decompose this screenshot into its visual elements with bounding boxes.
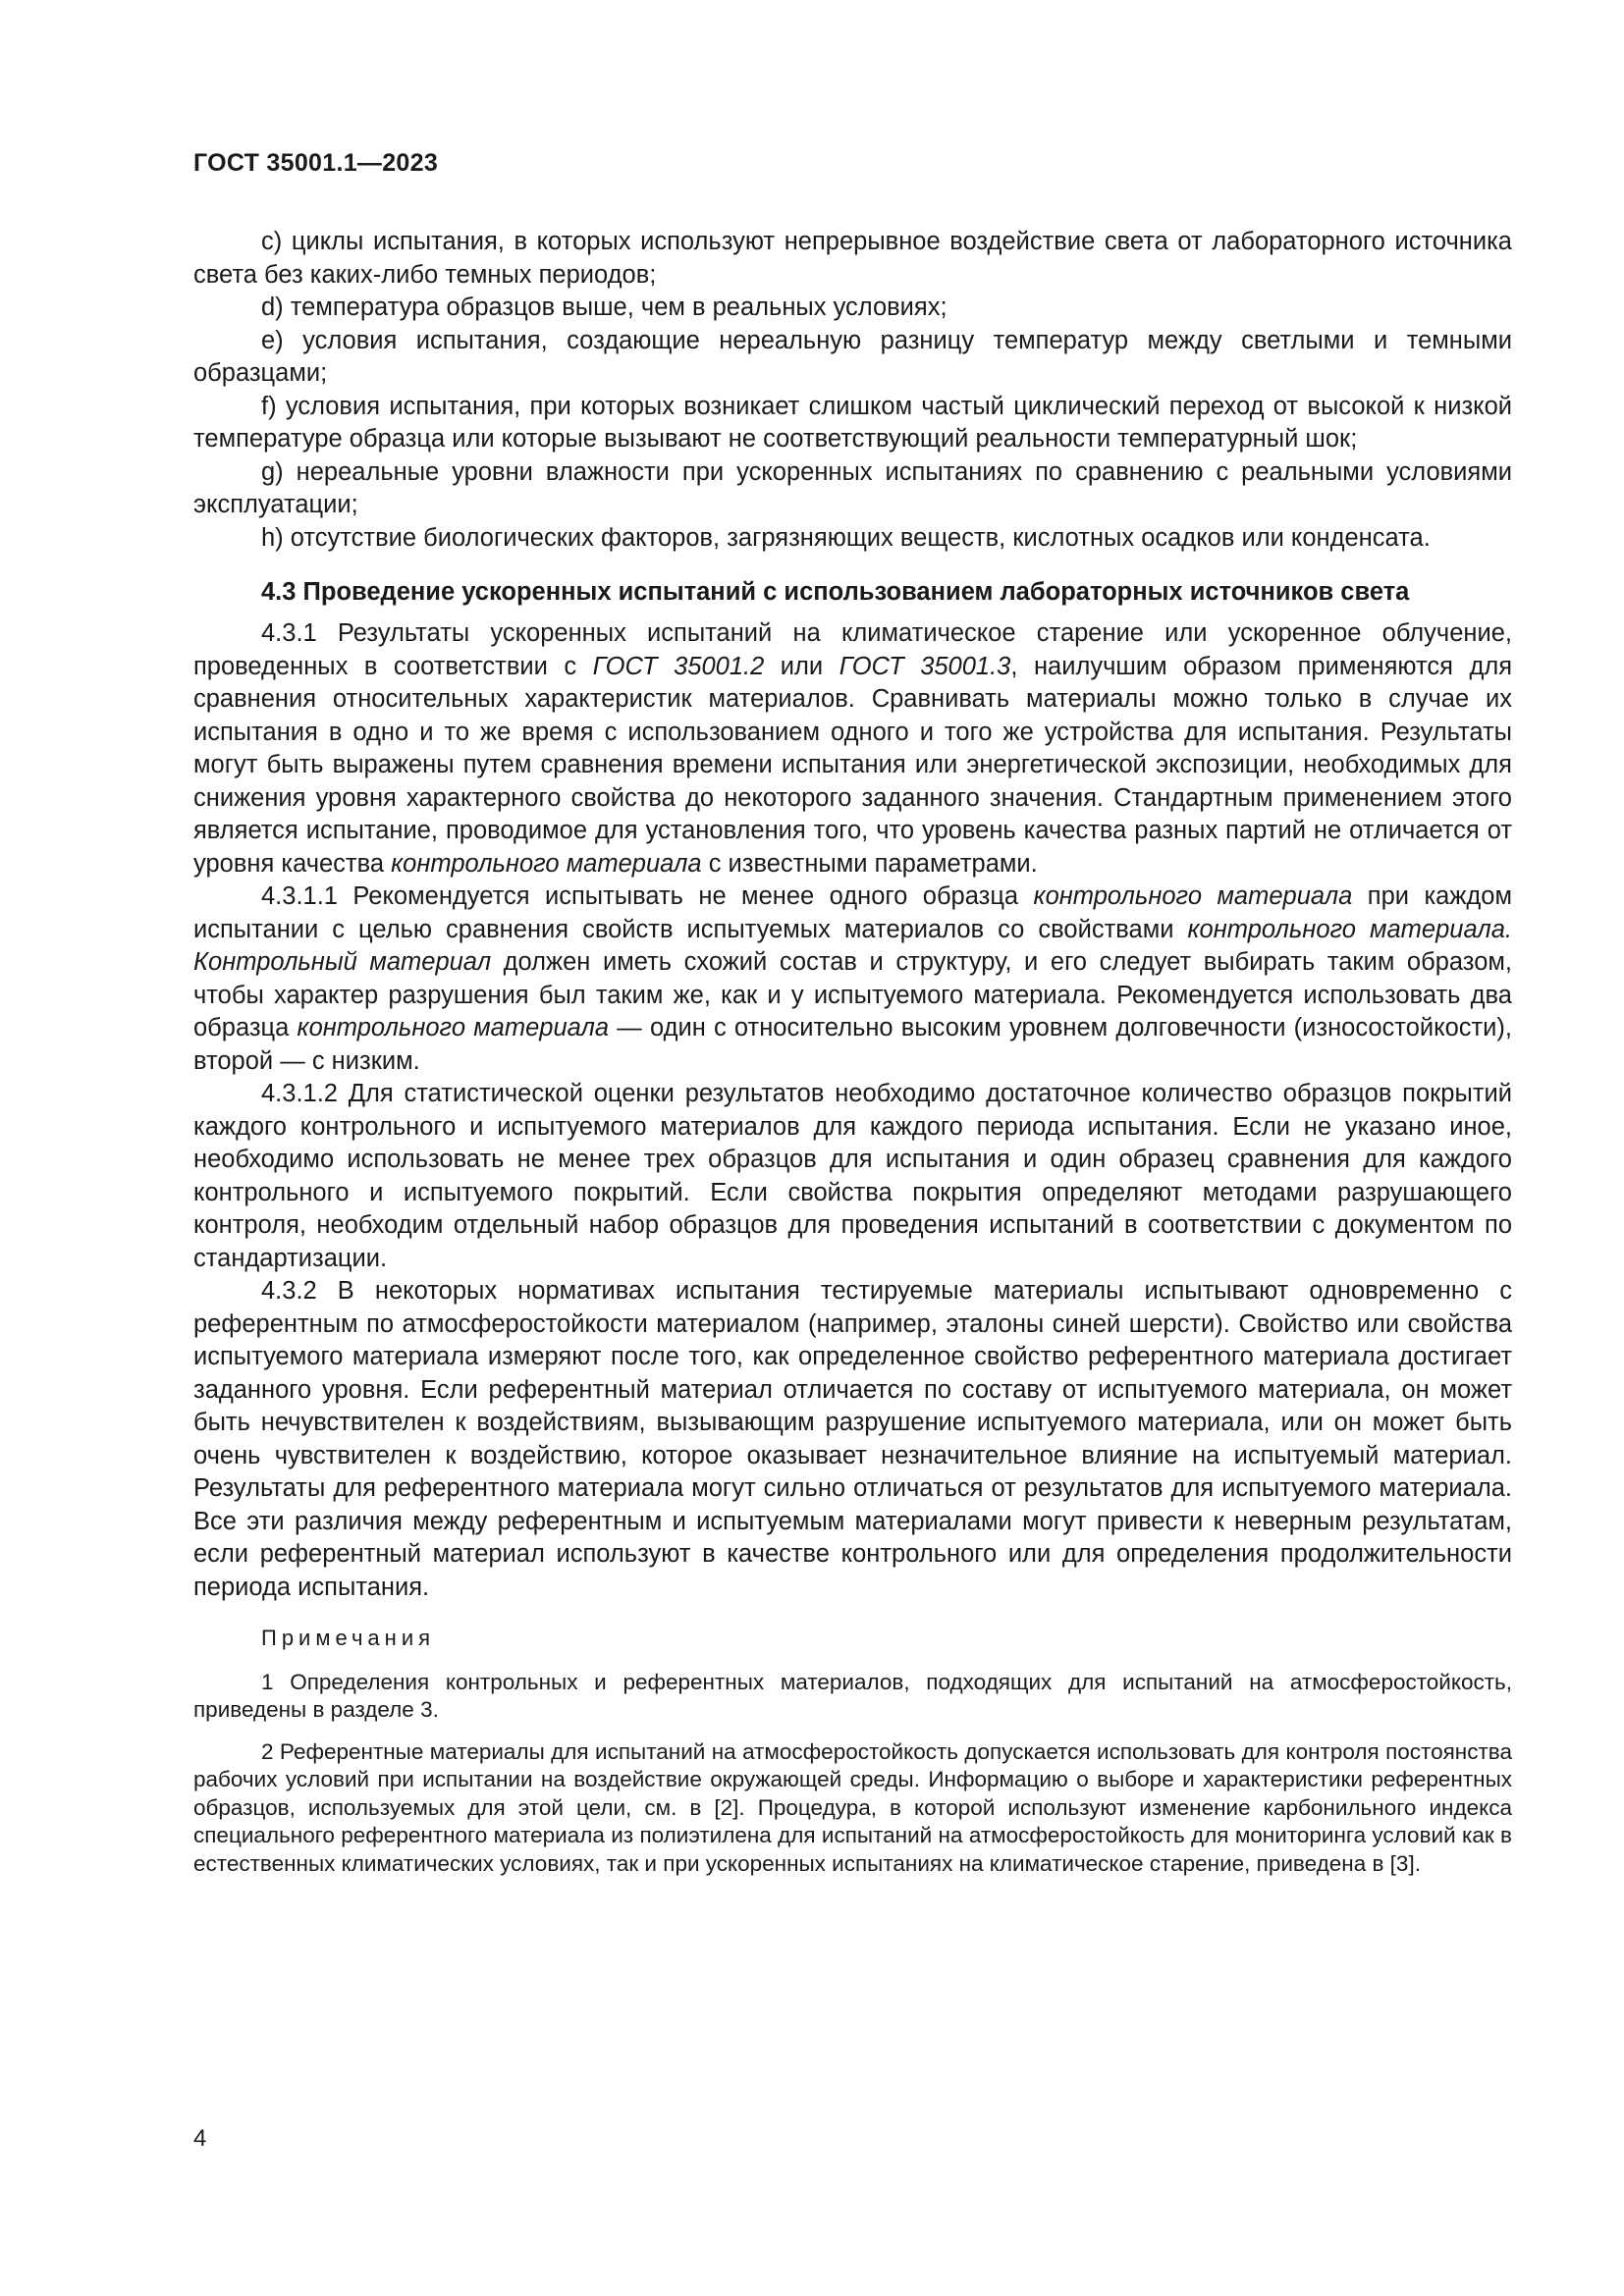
paragraph-4-3-1-2: 4.3.1.2 Для статистической оценки результатов необходимо достаточное количество образцов покрытий каждого контрольного и испытуемого материалов для каждого периода испытания. Если не указано иное, необходимо использовать не менее трех образцов для испытания и один образец сравнения для каждого контрольного и испытуемого покрытий. Если свойства покрытия определяют методами разрушающего контроля, необходим отдельный набор образцов для проведения испытаний в соответствии с документом по стандартизации. <box>193 1080 1512 1272</box>
page-number: 4 <box>193 2125 207 2152</box>
notes-title: Примечания <box>261 1626 436 1650</box>
list-item-e: e) условия испытания, создающие нереальную разницу температур между светлыми и темными образцами; <box>193 326 1512 387</box>
standard-reference: ГОСТ 35001.3 <box>839 652 1011 680</box>
document-body <box>193 226 1512 1878</box>
paragraph-text: при каждом испытании с целью сравнения свойств испытуемых материалов со свойствами <box>193 882 1512 943</box>
paragraph-text: — один с относительно высоким уровнем долговечности (износостойкости), второй — с низким. <box>193 1014 1512 1075</box>
standard-reference: ГОСТ 35001.2 <box>592 652 765 680</box>
italic-term: контрольного материала <box>1033 882 1353 910</box>
list-item-f: f) условия испытания, при которых возникает слишком частый циклический переход от высокой к низкой температуре образца или которые вызывают не соответствующий реальности температурный шок; <box>193 392 1512 453</box>
paragraph-text: , наилучшим образом применяются для сравнения относительных характеристик материалов. Сравнивать материалы можно только в случае их испытания в одно и то же время с использованием одного и того же устройства для испытания. Результаты могут быть выражены путем сравнения времени испытания или энергетической экспозиции, необходимых для снижения уровня характерного свойства до некоторого заданного значения. Стандартным применением этого является испытание, проводимое для установления того, что уровень качества разных партий не отличается от уровня качества <box>193 652 1513 878</box>
list-item-c: c) циклы испытания, в которых используют непрерывное воздействие света от лабораторного источника света без каких-либо темных периодов; <box>193 228 1512 289</box>
document-code-header: ГОСТ 35001.1—2023 <box>193 149 439 177</box>
italic-term: контрольного материала <box>297 1014 610 1041</box>
paragraph-text: должен иметь схожий состав и структуру, и его следует выбирать таким образом, чтобы характер разрушения был таким же, как и у испытуемого материала. Рекомендуется использовать два образца <box>193 948 1512 1041</box>
paragraph-4-3-1 <box>193 617 1512 881</box>
italic-term: контрольного материала. Контрольный материал <box>193 915 1512 976</box>
paragraph-4-3-2: 4.3.2 В некоторых нормативах испытания тестируемые материалы испытывают одновременно с референтным по атмосферостойкости материалом (например, эталоны синей шерсти). Свойство или свойства испытуемого материала измеряют после того, как определенное свойство референтного материала достигает заданного уровня. Если референтный материал отличается по составу от испытуемого материала, он может быть нечувствителен к воздействиям, вызывающим разрушение испытуемого материала, или он может быть очень чувствителен к воздействию, которое оказывает незначительное влияние на испытуемый материал. Результаты для референтного материала могут сильно отличаться от результатов для испытуемого материала. Все эти различия между референтным и испытуемым материалами могут привести к неверным результатам, если референтный материал используют в качестве контрольного или для определения продолжительности периода испытания. <box>193 1277 1512 1601</box>
paragraph-text: или <box>764 652 839 680</box>
paragraph-4-3-1-1 <box>193 881 1512 1078</box>
paragraph-text: с известными параметрами. <box>701 849 1038 878</box>
list-item-d: d) температура образцов выше, чем в реальных условиях; <box>261 294 947 321</box>
paragraph-text: 4.3.1.1 Рекомендуется испытывать не менее одного образца <box>261 882 1034 910</box>
paragraph-text: 4.3.1 Результаты ускоренных испытаний на климатическое старение или ускоренное облучение, проведенных в соответствии с <box>193 619 1512 680</box>
section-heading-4-3: 4.3 Проведение ускоренных испытаний с использованием лабораторных источников света <box>261 578 1410 606</box>
italic-term: контрольного материала <box>391 849 702 878</box>
list-item-h: h) отсутствие биологических факторов, загрязняющих веществ, кислотных осадков или конденсата. <box>261 523 1431 552</box>
list-item-g: g) нереальные уровни влажности при ускоренных испытаниях по сравнению с реальными условиями эксплуатации; <box>193 457 1512 518</box>
note-2: 2 Референтные материалы для испытаний на атмосферостойкость допускается использовать для контроля постоянства рабочих условий при испытании на воздействие окружающей среды. Информацию о выборе и характеристики референтных образцов, используемых для этой цели, см. в [2]. Процедура, в которой используют изменение карбонильного индекса специального референтного материала из полиэтилена для испытаний на атмосферостойкость для мониторинга условий как в естественных климатических условиях, так и при ускоренных испытаниях на климатическое старение, приведена в [3]. <box>193 1738 1512 1876</box>
note-1: 1 Определения контрольных и референтных материалов, подходящих для испытаний на атмосферостойкость, приведены в разделе 3. <box>193 1669 1512 1722</box>
